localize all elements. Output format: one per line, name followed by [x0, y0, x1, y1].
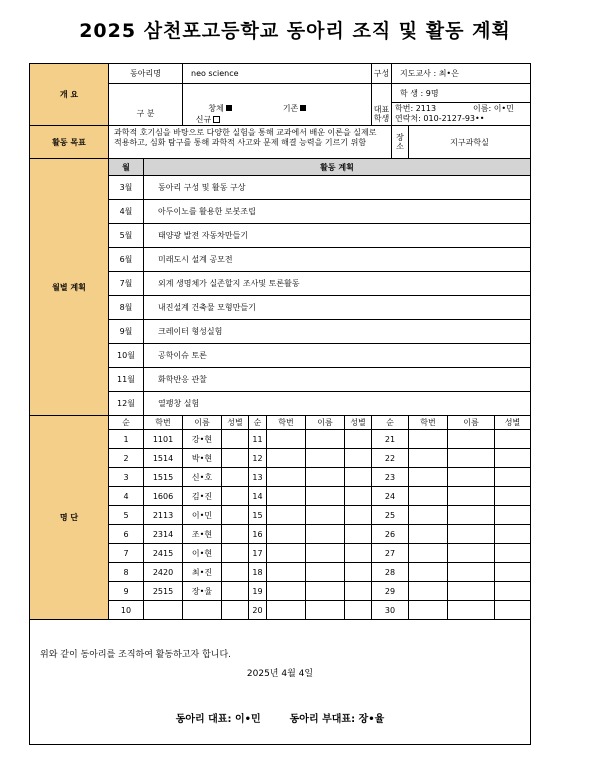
- roster-seq: 29: [372, 582, 409, 601]
- roster-seq: 10: [109, 601, 144, 620]
- place-value: 지구과학실: [409, 126, 531, 159]
- month-cell: 3월: [109, 176, 144, 200]
- roster-header-seq: 순: [109, 416, 144, 430]
- roster-seq: 2: [109, 449, 144, 468]
- roster-seq: 24: [372, 487, 409, 506]
- roster-seq: 16: [249, 525, 267, 544]
- roster-id: [144, 601, 183, 620]
- roster-seq: 27: [372, 544, 409, 563]
- roster-seq: 21: [372, 430, 409, 449]
- month-cell: 5월: [109, 224, 144, 248]
- unchecked-box-icon: [213, 116, 220, 123]
- roster-name: 박•현: [183, 449, 222, 468]
- roster-id: 1514: [144, 449, 183, 468]
- vice-label: 동아리 부대표:: [289, 714, 356, 725]
- roster-sex: [222, 449, 249, 468]
- roster-name: 최•진: [183, 563, 222, 582]
- footer-statement: 위와 같이 동아리를 조직하여 활동하고자 합니다.: [40, 650, 232, 660]
- monthly-label: 월별 계획: [30, 159, 109, 416]
- roster-seq: 14: [249, 487, 267, 506]
- category-option-3: 신규: [183, 114, 233, 125]
- plan-cell: 태양광 발전 자동차만들기: [144, 224, 531, 248]
- roster-name: 김•진: [183, 487, 222, 506]
- page-title: 2025 삼천포고등학교 동아리 조직 및 활동 계획: [79, 20, 511, 42]
- roster-seq: 11: [249, 430, 267, 449]
- category-option-1: 창체: [183, 103, 257, 114]
- roster-seq: 15: [249, 506, 267, 525]
- roster-seq: 12: [249, 449, 267, 468]
- plan-cell: 공학이슈 토론: [144, 344, 531, 368]
- roster-id: 2314: [144, 525, 183, 544]
- roster-seq: 6: [109, 525, 144, 544]
- roster-id: 2515: [144, 582, 183, 601]
- plan-cell: 내진설계 건축물 모형만들기: [144, 296, 531, 320]
- footer-section: [30, 620, 531, 745]
- club-name-label: 동아리명: [109, 64, 183, 84]
- roster-sex: [222, 525, 249, 544]
- rep-name: 이•민: [234, 714, 261, 725]
- students-value: 학 생 : 9명: [392, 84, 531, 103]
- advisor-value: 지도교사 : 최•은: [392, 64, 531, 84]
- roster-header-name: 이름: [306, 416, 345, 430]
- month-cell: 6월: [109, 248, 144, 272]
- roster-seq: 19: [249, 582, 267, 601]
- roster-sex: [222, 487, 249, 506]
- roster-sex: [222, 544, 249, 563]
- roster-header-id: 학번: [144, 416, 183, 430]
- rep-student-label: 대표 학생: [372, 103, 392, 126]
- plan-header: 활동 계획: [144, 159, 531, 176]
- composition-label: 구성: [372, 64, 392, 84]
- roster-seq: 5: [109, 506, 144, 525]
- roster-sex: [222, 468, 249, 487]
- roster-sex: [222, 430, 249, 449]
- roster-id: 1606: [144, 487, 183, 506]
- roster-seq: 23: [372, 468, 409, 487]
- plan-cell: 열팽창 실험: [144, 392, 531, 416]
- roster-header-seq: 순: [372, 416, 409, 430]
- goal-text: 과학적 호기심을 바탕으로 다양한 실험을 통해 교과에서 배운 이론을 실제로 적용하고, 심화 탐구를 통해 과학적 사고와 문제 해결 능력을 기르기 위함: [114, 128, 377, 147]
- roster-sex: [222, 601, 249, 620]
- roster-id: 2420: [144, 563, 183, 582]
- roster-header-name: 이름: [448, 416, 495, 430]
- roster-header-id: 학번: [267, 416, 306, 430]
- roster-name: 장•율: [183, 582, 222, 601]
- month-header: 월: [109, 159, 144, 176]
- roster-seq: 22: [372, 449, 409, 468]
- roster-seq: 13: [249, 468, 267, 487]
- goal-label: 활동 목표: [30, 126, 109, 159]
- roster-seq: 9: [109, 582, 144, 601]
- club-plan-form: [29, 63, 531, 745]
- roster-header-id: 학번: [409, 416, 448, 430]
- roster-name: 강•현: [183, 430, 222, 449]
- category-label: 구 분: [109, 103, 183, 126]
- footer-date: 2025년 4월 4일: [246, 669, 314, 679]
- roster-seq: 18: [249, 563, 267, 582]
- footer-signatures: [30, 710, 530, 725]
- month-cell: 11월: [109, 368, 144, 392]
- checked-box-icon: [300, 105, 306, 111]
- month-cell: 12월: [109, 392, 144, 416]
- month-cell: 7월: [109, 272, 144, 296]
- plan-cell: 아두이노를 활용한 로봇조립: [144, 200, 531, 224]
- roster-seq: 1: [109, 430, 144, 449]
- month-cell: 4월: [109, 200, 144, 224]
- category-options: [183, 103, 372, 126]
- roster-id: 2415: [144, 544, 183, 563]
- plan-cell: 크레이터 형성실험: [144, 320, 531, 344]
- roster-seq: 20: [249, 601, 267, 620]
- roster-id: 2113: [144, 506, 183, 525]
- plan-cell: 화학반응 관찰: [144, 368, 531, 392]
- roster-header-sex: 성별: [495, 416, 531, 430]
- roster-seq: 4: [109, 487, 144, 506]
- roster-seq: 17: [249, 544, 267, 563]
- roster-name: 이•민: [183, 506, 222, 525]
- plan-cell: 미래도시 설계 공모전: [144, 248, 531, 272]
- place-label: 장 소: [392, 126, 409, 159]
- roster-header-sex: 성별: [345, 416, 372, 430]
- roster-name: 이•현: [183, 544, 222, 563]
- club-name-value: neo science: [183, 64, 372, 84]
- roster-seq: 3: [109, 468, 144, 487]
- roster-seq: 26: [372, 525, 409, 544]
- roster-sex: [222, 506, 249, 525]
- checked-box-icon: [226, 105, 232, 111]
- roster-name: 신•호: [183, 468, 222, 487]
- rep-student-info: 학번: 2113 이름: 이•민 연락처: 010-2127-93••: [392, 103, 531, 126]
- roster-seq: 25: [372, 506, 409, 525]
- roster-seq: 30: [372, 601, 409, 620]
- roster-name: 조•현: [183, 525, 222, 544]
- roster-name: [183, 601, 222, 620]
- vice-name: 장•율: [358, 714, 385, 725]
- category-option-2: 기존: [260, 103, 330, 114]
- roster-sex: [222, 563, 249, 582]
- roster-seq: 28: [372, 563, 409, 582]
- overview-label: 개 요: [30, 64, 109, 126]
- month-cell: 8월: [109, 296, 144, 320]
- roster-header-sex: 성별: [222, 416, 249, 430]
- plan-cell: 외계 생명체가 실존할지 조사및 토론활동: [144, 272, 531, 296]
- month-cell: 10월: [109, 344, 144, 368]
- rep-label: 동아리 대표:: [175, 714, 232, 725]
- month-cell: 9월: [109, 320, 144, 344]
- roster-sex: [222, 582, 249, 601]
- roster-label: 명 단: [30, 416, 109, 620]
- roster-seq: 8: [109, 563, 144, 582]
- roster-id: 1515: [144, 468, 183, 487]
- plan-cell: 동아리 구성 및 활동 구상: [144, 176, 531, 200]
- roster-seq: 7: [109, 544, 144, 563]
- roster-id: 1101: [144, 430, 183, 449]
- roster-header-name: 이름: [183, 416, 222, 430]
- roster-header-seq: 순: [249, 416, 267, 430]
